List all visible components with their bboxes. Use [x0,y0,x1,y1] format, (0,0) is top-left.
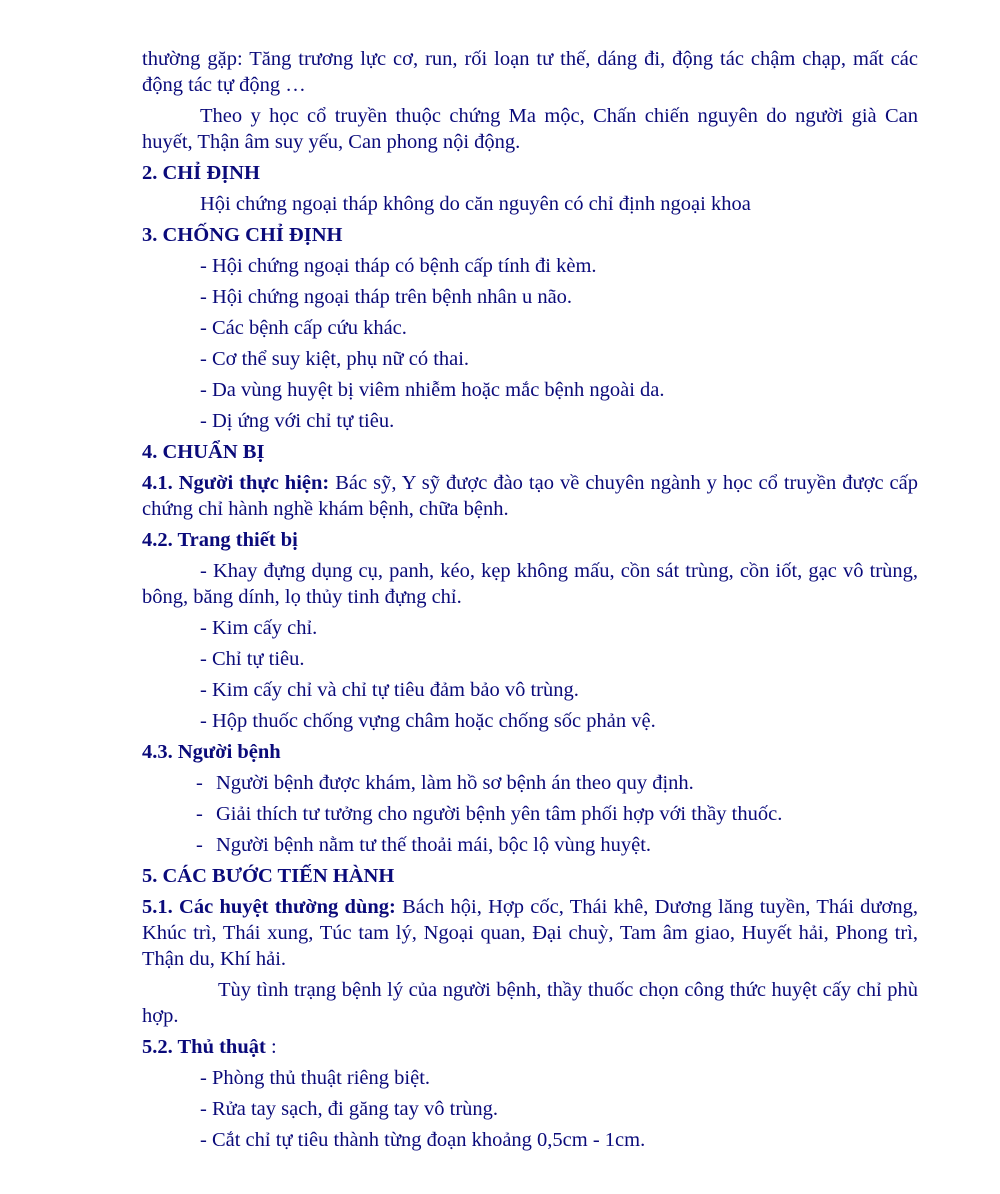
list-item: - Các bệnh cấp cứu khác. [200,317,407,339]
indications-text: Hội chứng ngoại tháp không do căn nguyên có chỉ định ngoại khoa [200,193,751,215]
acupoints-paragraph [142,894,918,972]
subsection-heading-patient: 4.3. Người bệnh [142,741,281,763]
list-item: - Dị ứng với chỉ tự tiêu. [200,410,395,432]
intro-paragraph-traditional: Theo y học cổ truyền thuộc chứng Ma mộc, Chấn chiến nguyên do người già Can huyết, Thận âm suy yếu, Can phong nội động. [142,105,918,153]
technique-colon: : [265,1036,277,1058]
list-item: - Hội chứng ngoại tháp có bệnh cấp tính đi kèm. [200,255,597,277]
section-heading-preparation: 4. CHUẨN BỊ [142,441,265,463]
list-item [142,832,918,858]
list-item: - Cơ thể suy kiệt, phụ nữ có thai. [200,348,470,370]
section-heading-procedure: 5. CÁC BƯỚC TIẾN HÀNH [142,865,395,887]
section-heading-indications: 2. CHỈ ĐỊNH [142,162,260,184]
list-item: - Chỉ tự tiêu. [200,648,305,670]
list-item: - Cắt chỉ tự tiêu thành từng đoạn khoảng 0,5cm - 1cm. [200,1129,646,1151]
list-item: - Hội chứng ngoại tháp trên bệnh nhân u não. [200,286,573,308]
equipment-paragraph: - Khay đựng dụng cụ, panh, kéo, kẹp không mấu, cồn sát trùng, cồn iốt, gạc vô trùng, bông, băng dính, lọ thủy tinh đựng chỉ. [142,560,918,608]
document-page [142,46,918,1158]
intro-paragraph: thường gặp: Tăng trương lực cơ, run, rối loạn tư thế, dáng đi, động tác chậm chạp, mất các động tác tự động … [142,48,918,96]
list-item: - Hộp thuốc chống vựng châm hoặc chống sốc phản vệ. [200,710,656,732]
list-item: - Da vùng huyệt bị viêm nhiễm hoặc mắc bệnh ngoài da. [200,379,665,401]
list-dash: - [196,834,203,856]
subsection-label-acupoints: 5.1. Các huyệt thường dùng: [142,896,396,918]
acupoints-text: Bách hội, Hợp cốc, Thái khê, Dương lăng tuyền, Thái dương, Khúc trì, Thái xung, Túc tam lý, Ngoại quan, Đại chuỳ, Tam âm giao, Huyết hải, Phong trì, Thận du, Khí hải. [142,896,918,970]
list-item: - Phòng thủ thuật riêng biệt. [200,1067,431,1089]
acupoints-note: Tùy tình trạng bệnh lý của người bệnh, thầy thuốc chọn công thức huyệt cấy chỉ phù hợp. [142,979,918,1027]
list-dash: - [196,772,203,794]
list-item-text: Giải thích tư tưởng cho người bệnh yên tâm phối hợp với thầy thuốc. [216,803,783,825]
list-dash: - [196,803,203,825]
performer-paragraph [142,470,918,522]
list-item: - Rửa tay sạch, đi găng tay vô trùng. [200,1098,499,1120]
technique-heading-line [142,1034,918,1060]
subsection-heading-equipment: 4.2. Trang thiết bị [142,529,298,551]
list-item: - Kim cấy chỉ và chỉ tự tiêu đảm bảo vô trùng. [200,679,579,701]
subsection-label-performer: 4.1. Người thực hiện: [142,472,330,494]
section-heading-contraindications: 3. CHỐNG CHỈ ĐỊNH [142,224,343,246]
list-item: - Kim cấy chỉ. [200,617,318,639]
subsection-label-technique: 5.2. Thủ thuật [142,1036,266,1058]
list-item-text: Người bệnh được khám, làm hồ sơ bệnh án theo quy định. [216,772,694,794]
list-item [142,801,918,827]
performer-text: Bác sỹ, Y sỹ được đào tạo về chuyên ngành y học cổ truyền được cấp chứng chỉ hành nghề khám bệnh, chữa bệnh. [142,472,918,520]
list-item [142,770,918,796]
list-item-text: Người bệnh nằm tư thế thoải mái, bộc lộ vùng huyệt. [216,834,652,856]
